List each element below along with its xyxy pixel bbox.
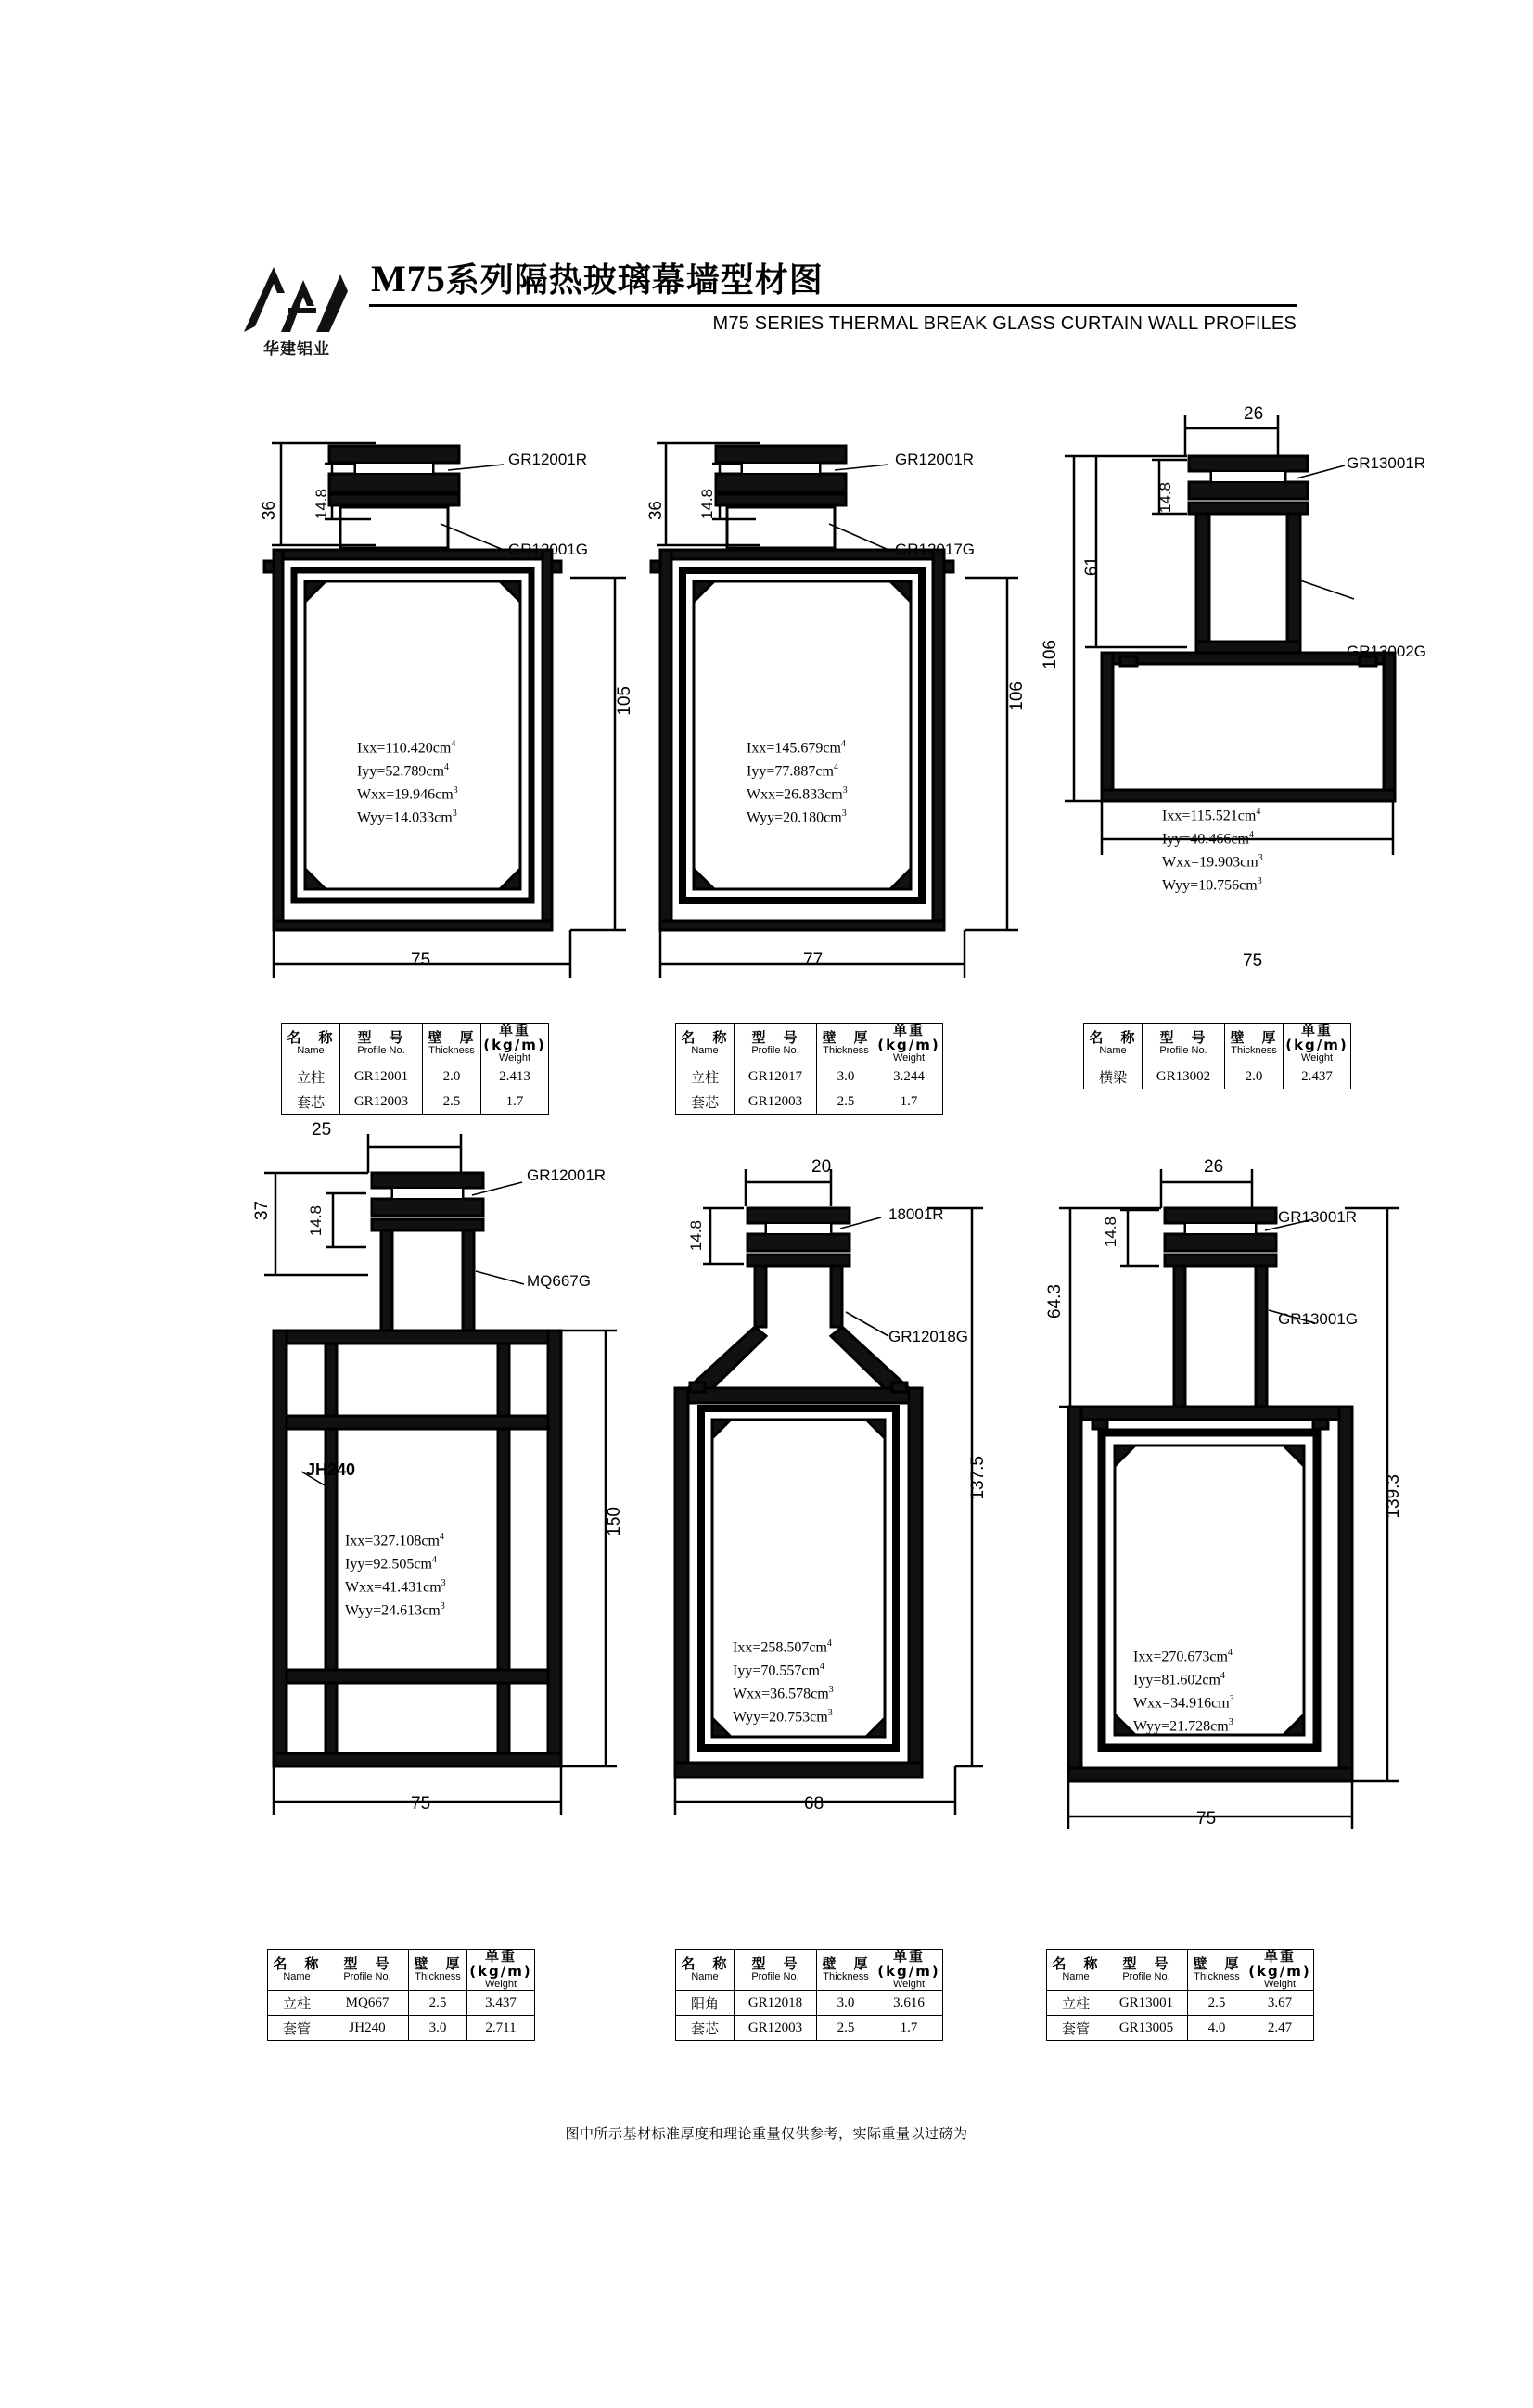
- hdr-thickness-en: Thickness: [428, 1044, 475, 1056]
- fig4-callout-gr12001r: GR12001R: [527, 1166, 607, 1184]
- table-row: [676, 2016, 943, 2041]
- hdr-weight-cn: 单重(kg/m): [877, 1022, 940, 1053]
- table-row: [268, 2016, 535, 2041]
- fig1-section-properties: $Ixx=110.420cm^4$ $Iyy=52.789cm^4$ $Wxx=19.946cm^3$ $Wyy=14.033cm^3$: [357, 739, 458, 826]
- fig3-dim-14-8: 14.8: [1156, 482, 1174, 514]
- hdr-thickness-cn: 壁 厚: [822, 1955, 870, 1972]
- cell-weight: 3.67: [1246, 1991, 1314, 2016]
- cell-model: GR12018: [735, 1991, 817, 2016]
- cell-model: GR12017: [735, 1064, 817, 1089]
- fig2-dim-77: 77: [803, 950, 824, 970]
- fig3-dim-75: 75: [1243, 951, 1263, 971]
- fig3-section-properties: $Ixx=115.521cm^4$ $Iyy=40.466cm^4$ $Wxx=19.903cm^3$ $Wyy=10.756cm^3$: [1162, 807, 1263, 894]
- fig2-callout-gr12017g: GR12017G: [895, 541, 975, 558]
- hdr-name-en: Name: [691, 1044, 719, 1056]
- cell-weight: 1.7: [875, 1089, 943, 1115]
- hdr-weight-cn: 单重(kg/m): [483, 1022, 546, 1053]
- company-logo: [236, 260, 357, 362]
- fig6-iyy: Iyy=81.602cm: [1133, 1672, 1220, 1688]
- fig4-callout-mq667g: MQ667G: [527, 1272, 591, 1290]
- fig5-spec-table: [675, 1949, 943, 2041]
- cell-name: 套管: [268, 2016, 326, 2041]
- fig3-spec-table: [1083, 1023, 1351, 1089]
- hdr-thickness-en: Thickness: [1194, 1970, 1240, 1982]
- fig6-dim-75: 75: [1196, 1809, 1217, 1828]
- fig4-ixx: Ixx=327.108cm: [345, 1533, 440, 1549]
- fig2-dim-36: 36: [646, 501, 666, 521]
- cell-weight: 3.244: [875, 1064, 943, 1089]
- fig6-callout-gr13001g: GR13001G: [1278, 1310, 1358, 1328]
- fig1-wyy: Wyy=14.033cm: [357, 809, 453, 826]
- fig5-dim-14-8: 14.8: [687, 1220, 705, 1252]
- fig5-wyy: Wyy=20.753cm: [733, 1709, 828, 1726]
- table-row: [282, 1064, 549, 1089]
- hdr-weight-en: Weight: [498, 1051, 531, 1064]
- fig6-wxx: Wxx=34.916cm: [1133, 1695, 1230, 1712]
- cell-name: 套芯: [282, 1089, 340, 1115]
- table-header-row: [268, 1950, 535, 1991]
- cell-thickness: 2.0: [1225, 1064, 1284, 1089]
- fig1-ixx: Ixx=110.420cm: [357, 740, 452, 757]
- cell-thickness: 4.0: [1188, 2016, 1246, 2041]
- hdr-model-cn: 型 号: [357, 1028, 405, 1046]
- fig2-dim-106: 106: [1007, 682, 1027, 711]
- fig5-dim-137-5: 137.5: [968, 1456, 988, 1500]
- cell-name: 立柱: [282, 1064, 340, 1089]
- hdr-name-cn: 名 称: [287, 1028, 335, 1046]
- fig4-dim-37: 37: [252, 1201, 272, 1221]
- cell-weight: 1.7: [875, 2016, 943, 2041]
- table-row: [1047, 1991, 1314, 2016]
- fig5-callout-18001r: 18001R: [888, 1205, 944, 1223]
- fig1-dim-105: 105: [615, 686, 634, 716]
- hdr-thickness-en: Thickness: [823, 1970, 869, 1982]
- table-row: [282, 1089, 549, 1115]
- hdr-thickness-cn: 壁 厚: [414, 1955, 462, 1972]
- title-divider: [369, 304, 1297, 307]
- fig3-callout-gr13001r: GR13001R: [1347, 454, 1426, 472]
- hdr-weight-en: Weight: [892, 1051, 926, 1064]
- hdr-model-en: Profile No.: [357, 1044, 405, 1056]
- table-row: [676, 1089, 943, 1115]
- sheet-title-en: M75 SERIES THERMAL BREAK GLASS CURTAIN WALL PROFILES: [712, 313, 1297, 334]
- hdr-thickness-en: Thickness: [415, 1970, 461, 1982]
- fig6-section-properties: $Ixx=270.673cm^4$ $Iyy=81.602cm^4$ $Wxx=34.916cm^3$ $Wyy=21.728cm^3$: [1133, 1648, 1234, 1735]
- fig1-dim-36: 36: [260, 501, 279, 521]
- fig3-ixx: Ixx=115.521cm: [1162, 808, 1257, 824]
- table-row: [268, 1991, 535, 2016]
- cell-name: 立柱: [676, 1064, 735, 1089]
- cell-thickness: 3.0: [409, 2016, 467, 2041]
- fig6-spec-table: [1046, 1949, 1314, 2041]
- cell-model: GR12003: [735, 2016, 817, 2041]
- fig4-dim-150: 150: [605, 1507, 624, 1536]
- hdr-model-cn: 型 号: [751, 1028, 799, 1046]
- cell-thickness: 2.5: [817, 2016, 875, 2041]
- fig1-callout-gr12001g: GR12001G: [508, 541, 588, 558]
- hdr-weight-cn: 单重(kg/m): [469, 1948, 532, 1980]
- table-header-row: [1047, 1950, 1314, 1991]
- hdr-name-cn: 名 称: [273, 1955, 321, 1972]
- cell-weight: 3.616: [875, 1991, 943, 2016]
- cell-model: GR13002: [1143, 1064, 1225, 1089]
- sheet-footnote: 图中所示基材标准厚度和理论重量仅供参考，实际重量以过磅为: [565, 2125, 968, 2142]
- cell-model: GR12003: [340, 1089, 423, 1115]
- hdr-name-cn: 名 称: [1052, 1955, 1100, 1972]
- hdr-weight-cn: 单重(kg/m): [877, 1948, 940, 1980]
- fig6-dim-64-3: 64.3: [1045, 1284, 1065, 1319]
- fig3-dim-61: 61: [1082, 556, 1102, 577]
- company-logo-text: 华建铝业: [263, 340, 330, 359]
- fig4-wyy: Wyy=24.613cm: [345, 1602, 441, 1619]
- fig1-iyy: Iyy=52.789cm: [357, 763, 444, 780]
- fig4-dim-25: 25: [312, 1120, 332, 1140]
- fig2-section-properties: $Ixx=145.679cm^4$ $Iyy=77.887cm^4$ $Wxx=26.833cm^3$ $Wyy=20.180cm^3$: [747, 739, 848, 826]
- cell-weight: 1.7: [481, 1089, 549, 1115]
- hdr-weight-en: Weight: [1300, 1051, 1334, 1064]
- cell-weight: 2.437: [1284, 1064, 1351, 1089]
- fig3-dim-26: 26: [1244, 404, 1264, 424]
- fig6-dim-139-3: 139.3: [1384, 1474, 1403, 1519]
- hdr-thickness-en: Thickness: [823, 1044, 869, 1056]
- fig1-dim-75: 75: [411, 950, 431, 970]
- hdr-name-en: Name: [1062, 1970, 1090, 1982]
- cell-thickness: 2.5: [1188, 1991, 1246, 2016]
- fig6-dim-26: 26: [1204, 1157, 1224, 1177]
- hdr-name-cn: 名 称: [681, 1028, 729, 1046]
- cell-weight: 2.47: [1246, 2016, 1314, 2041]
- fig3-wxx: Wxx=19.903cm: [1162, 854, 1258, 871]
- cell-thickness: 2.0: [423, 1064, 481, 1089]
- hdr-model-cn: 型 号: [1122, 1955, 1170, 1972]
- cell-name: 套芯: [676, 2016, 735, 2041]
- cell-weight: 3.437: [467, 1991, 535, 2016]
- cell-thickness: 2.5: [409, 1991, 467, 2016]
- fig1-callout-gr12001r: GR12001R: [508, 451, 588, 468]
- hdr-model-en: Profile No.: [751, 1970, 799, 1982]
- hdr-model-en: Profile No.: [1122, 1970, 1170, 1982]
- fig1-wxx: Wxx=19.946cm: [357, 786, 454, 803]
- fig3-callout-gr13002g: GR13002G: [1347, 643, 1426, 660]
- fig5-section-properties: $Ixx=258.507cm^4$ $Iyy=70.557cm^4$ $Wxx=36.578cm^3$ $Wyy=20.753cm^3$: [733, 1638, 834, 1726]
- sheet-header: [236, 250, 1303, 362]
- hdr-model-cn: 型 号: [751, 1955, 799, 1972]
- fig1-spec-table: [281, 1023, 549, 1115]
- fig3-dim-106: 106: [1041, 640, 1060, 669]
- cell-thickness: 3.0: [817, 1991, 875, 2016]
- cell-name: 套芯: [676, 1089, 735, 1115]
- fig4-iyy: Iyy=92.505cm: [345, 1556, 432, 1573]
- hdr-model-cn: 型 号: [1159, 1028, 1207, 1046]
- cell-name: 阳角: [676, 1991, 735, 2016]
- fig2-dim-14-8: 14.8: [698, 489, 716, 520]
- fig4-dim-75: 75: [411, 1794, 431, 1814]
- fig3-wyy: Wyy=10.756cm: [1162, 877, 1258, 894]
- cell-name: 横梁: [1084, 1064, 1143, 1089]
- table-row: [676, 1064, 943, 1089]
- cell-thickness: 2.5: [423, 1089, 481, 1115]
- fig2-wyy: Wyy=20.180cm: [747, 809, 842, 826]
- fig2-callout-gr12001r: GR12001R: [895, 451, 975, 468]
- table-row: [1047, 2016, 1314, 2041]
- fig2-ixx: Ixx=145.679cm: [747, 740, 841, 757]
- fig5-dim-20: 20: [811, 1157, 832, 1177]
- cell-name: 套管: [1047, 2016, 1105, 2041]
- fig5-ixx: Ixx=258.507cm: [733, 1639, 827, 1656]
- hdr-weight-en: Weight: [1263, 1978, 1297, 1990]
- fig5-callout-gr12018g: GR12018G: [888, 1328, 968, 1345]
- fig6-wyy: Wyy=21.728cm: [1133, 1718, 1229, 1735]
- fig2-spec-table: [675, 1023, 943, 1115]
- hdr-thickness-cn: 壁 厚: [1230, 1028, 1278, 1046]
- fig4-callout-jh240: JH240: [306, 1460, 356, 1479]
- hdr-name-cn: 名 称: [681, 1955, 729, 1972]
- table-header-row: [282, 1024, 549, 1064]
- hdr-thickness-cn: 壁 厚: [1193, 1955, 1241, 1972]
- fig2-iyy: Iyy=77.887cm: [747, 763, 834, 780]
- hdr-model-en: Profile No.: [751, 1044, 799, 1056]
- cell-model: GR12003: [735, 1089, 817, 1115]
- cell-thickness: 3.0: [817, 1064, 875, 1089]
- cell-model: GR12001: [340, 1064, 423, 1089]
- cell-model: GR13001: [1105, 1991, 1188, 2016]
- hdr-weight-cn: 单重(kg/m): [1248, 1948, 1311, 1980]
- cell-model: MQ667: [326, 1991, 409, 2016]
- hdr-name-cn: 名 称: [1089, 1028, 1137, 1046]
- fig6-ixx: Ixx=270.673cm: [1133, 1649, 1228, 1665]
- hdr-thickness-en: Thickness: [1231, 1044, 1277, 1056]
- hdr-model-en: Profile No.: [343, 1970, 391, 1982]
- fig4-dim-14-8: 14.8: [307, 1205, 325, 1237]
- cell-thickness: 2.5: [817, 1089, 875, 1115]
- hdr-model-en: Profile No.: [1159, 1044, 1207, 1056]
- table-header-row: [676, 1950, 943, 1991]
- fig5-wxx: Wxx=36.578cm: [733, 1686, 829, 1702]
- sheet-title-cn: [371, 254, 824, 301]
- cell-name: 立柱: [1047, 1991, 1105, 2016]
- fig4-spec-table: [267, 1949, 535, 2041]
- cell-weight: 2.413: [481, 1064, 549, 1089]
- sheet-title-series: M75: [371, 258, 446, 299]
- table-header-row: [1084, 1024, 1351, 1064]
- table-row: [1084, 1064, 1351, 1089]
- hdr-weight-cn: 单重(kg/m): [1285, 1022, 1348, 1053]
- fig4-section-properties: $Ixx=327.108cm^4$ $Iyy=92.505cm^4$ $Wxx=41.431cm^3$ $Wyy=24.613cm^3$: [345, 1532, 446, 1619]
- cell-model: JH240: [326, 2016, 409, 2041]
- cell-model: GR13005: [1105, 2016, 1188, 2041]
- hdr-weight-en: Weight: [484, 1978, 517, 1990]
- hdr-name-en: Name: [1099, 1044, 1127, 1056]
- sheet-title-cn-text: 系列隔热玻璃幕墙型材图: [445, 261, 824, 299]
- table-header-row: [676, 1024, 943, 1064]
- hdr-name-en: Name: [283, 1970, 311, 1982]
- fig1-dim-14-8: 14.8: [313, 489, 330, 520]
- table-row: [676, 1991, 943, 2016]
- hdr-thickness-cn: 壁 厚: [822, 1028, 870, 1046]
- hdr-weight-en: Weight: [892, 1978, 926, 1990]
- fig5-dim-68: 68: [804, 1794, 824, 1814]
- hdr-name-en: Name: [691, 1970, 719, 1982]
- cell-name: 立柱: [268, 1991, 326, 2016]
- fig3-iyy: Iyy=40.466cm: [1162, 831, 1249, 847]
- fig2-wxx: Wxx=26.833cm: [747, 786, 843, 803]
- fig6-dim-14-8: 14.8: [1102, 1217, 1119, 1248]
- fig4-wxx: Wxx=41.431cm: [345, 1579, 441, 1596]
- hdr-model-cn: 型 号: [343, 1955, 391, 1972]
- fig6-callout-gr13001r: GR13001R: [1278, 1208, 1358, 1226]
- cell-weight: 2.711: [467, 2016, 535, 2041]
- hdr-thickness-cn: 壁 厚: [428, 1028, 476, 1046]
- fig5-iyy: Iyy=70.557cm: [733, 1663, 820, 1679]
- hdr-name-en: Name: [297, 1044, 325, 1056]
